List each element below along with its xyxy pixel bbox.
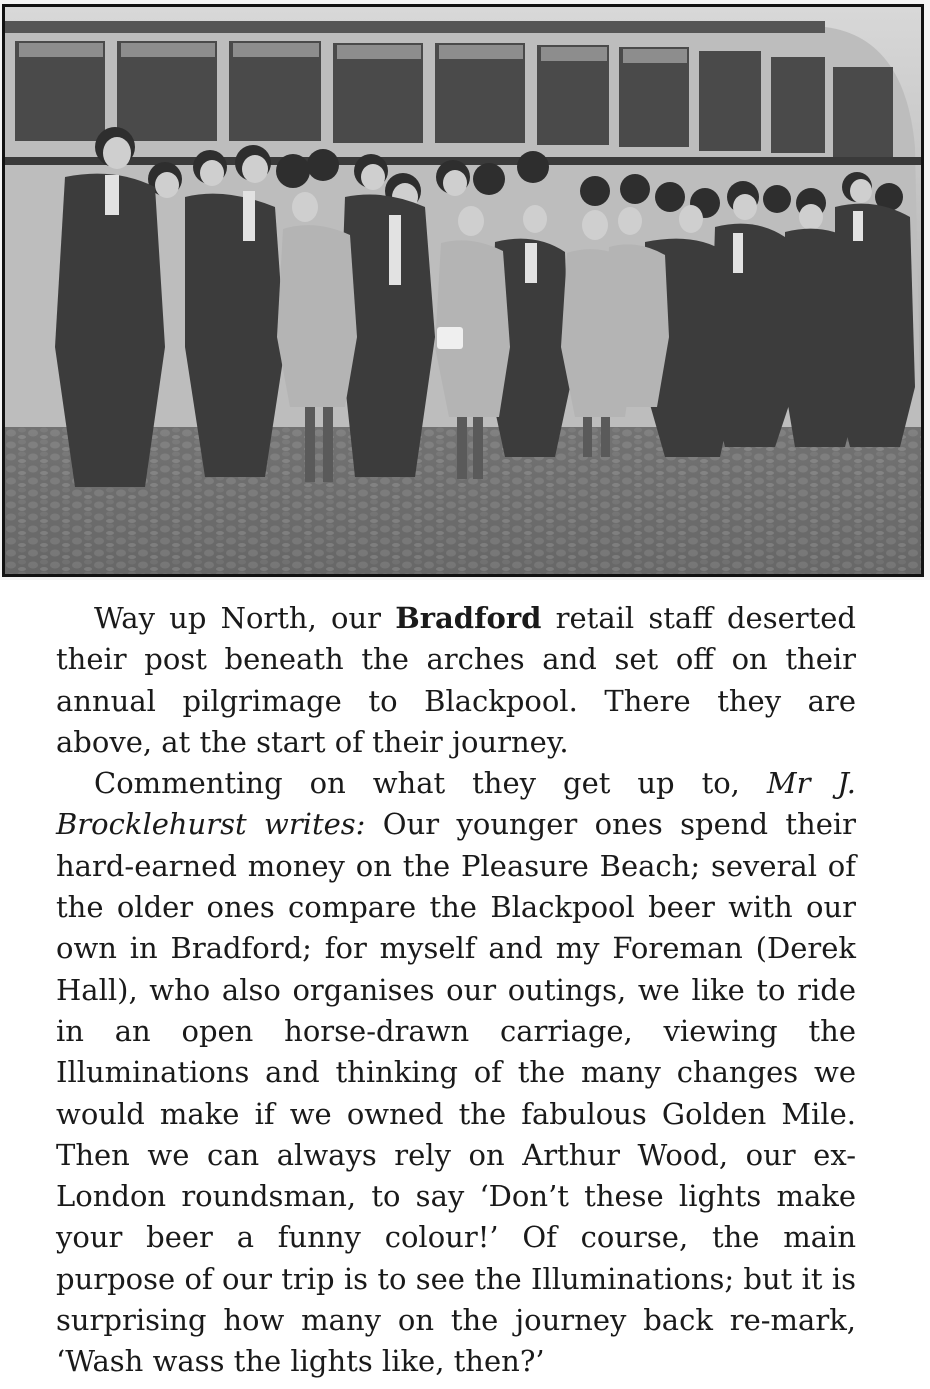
article-body (56, 598, 856, 1383)
paragraph-1-text-start: Way up North, our (94, 601, 396, 635)
paragraph-2-text-end: Our younger ones spend their hard-earned money on the Pleasure Beach; several of the older ones compare the Blackpool beer with our own in Bradford; for myself and my Foreman (Derek Hall), who also organises our outings, we like to ride in an open horse-drawn carriage, viewing the Illuminations and thinking of the many changes we would make if we owned the fabulous Golden Mile. Then we can always rely on Arthur Wood, our ex-London roundsman, to say ‘Don’t these lights make your beer a funny colour!’ Of course, the main purpose of our trip is to see the Illuminations; but it is surprising how many on the journey back re-mark, ‘Wash wass the lights like, then?’ (56, 807, 856, 1379)
paragraph-2-text-start: Commenting on what they get up to, (94, 766, 767, 801)
article-paragraph-2 (56, 763, 856, 1382)
group-photo-illustration (5, 7, 921, 574)
paragraph-1-text-end: retail staff deserted their post beneath the arches and set off on their annual pilgrimage to Blackpool. There they are above, at the start of their journey. (56, 601, 856, 759)
paragraph-2-italic-author: Mr J. Brocklehurst writes: (56, 766, 856, 842)
article-paragraph-1 (56, 598, 856, 763)
group-photo (2, 4, 924, 577)
paragraph-1-bold-place: Bradford (395, 601, 542, 635)
photo-frame (0, 0, 930, 580)
